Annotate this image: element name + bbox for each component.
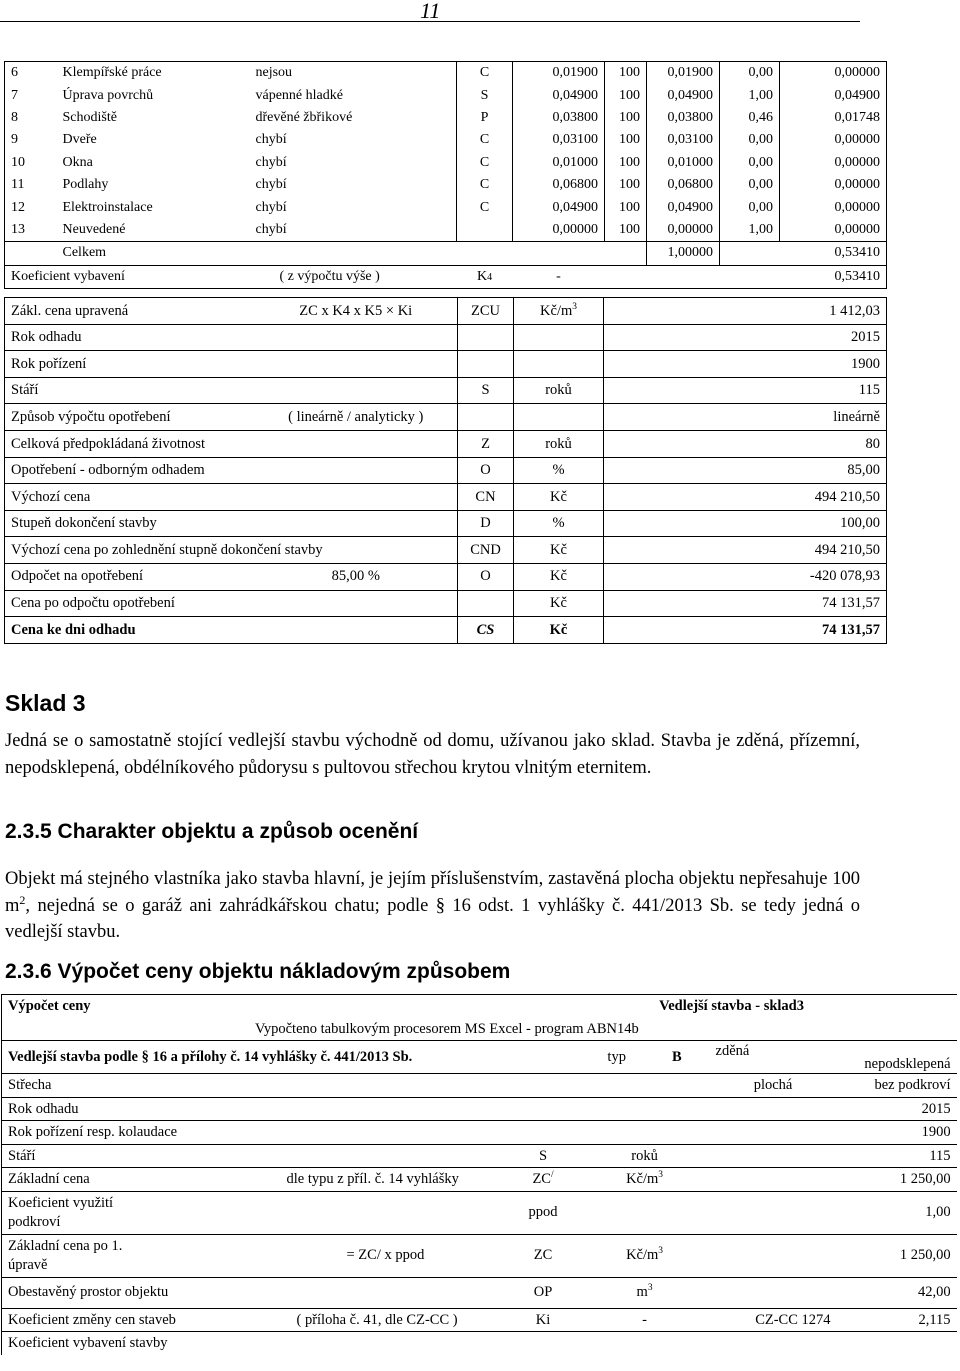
table-cell: 0,00 xyxy=(720,174,780,196)
coef-symbol: K4 xyxy=(457,265,513,288)
table-cell: Kč xyxy=(514,537,604,564)
equipment-table xyxy=(4,61,887,289)
table-cell: % xyxy=(514,457,604,484)
table-row xyxy=(5,196,887,218)
t3-price-change-cc: CZ-CC 1274 xyxy=(710,1308,837,1332)
t3-type-label: Vedlejší stavba podle § 16 a přílohy č. 14 vyhlášky č. 441/2013 Sb. xyxy=(2,1041,580,1074)
table-cell: Opotřebení - odborným odhadem xyxy=(5,457,255,484)
header-rule xyxy=(0,21,860,22)
table-cell: Neuvedené xyxy=(62,221,126,237)
table-cell: Způsob výpočtu opotřebení xyxy=(5,404,255,431)
table-cell: vápenné hladké xyxy=(255,87,343,103)
t3-acquired-year-label: Rok pořízení resp. kolaudace xyxy=(2,1121,837,1145)
t3-price-change-label: Koeficient změny cen staveb xyxy=(2,1308,287,1332)
t3-age-row xyxy=(2,1144,957,1168)
table-cell: 0,00000 xyxy=(780,152,887,174)
total-row xyxy=(5,242,887,265)
t3-adjusted-price: 1 250,00 xyxy=(837,1234,957,1277)
table-row xyxy=(5,457,887,484)
t3-title-row xyxy=(2,995,957,1018)
table-cell: 100 xyxy=(605,129,647,151)
table-cell xyxy=(514,324,604,351)
table-cell: Kč xyxy=(514,484,604,511)
table-cell: 85,00 % xyxy=(255,563,458,590)
table-cell: 1,00 xyxy=(720,219,780,242)
t3-material: zděná xyxy=(710,1041,837,1074)
t3-price-change-sym: Ki xyxy=(507,1308,580,1332)
t3-volume-row xyxy=(2,1277,957,1308)
table-cell: 8 xyxy=(5,107,57,129)
t3-base-price-unit: $Kč/m^3$ xyxy=(580,1168,710,1192)
t3-price-change-row xyxy=(2,1308,957,1332)
table-cell xyxy=(458,404,514,431)
table-cell: 100 xyxy=(605,62,647,85)
table-cell: 13 xyxy=(5,219,57,242)
table-row xyxy=(5,510,887,537)
table-row xyxy=(5,484,887,511)
table-cell: roků xyxy=(514,430,604,457)
table-cell: ZCU xyxy=(458,298,514,325)
table-cell: chybí xyxy=(255,221,287,237)
total-value: 0,53410 xyxy=(780,242,887,265)
table-cell: 0,03800 xyxy=(513,107,605,129)
table-cell: 0,04900 xyxy=(647,196,720,218)
table-cell: Cena ke dni odhadu xyxy=(5,617,255,644)
table-cell: 0,04900 xyxy=(513,84,605,106)
t3-age-sym: S xyxy=(507,1144,580,1168)
table-cell xyxy=(255,457,458,484)
table-row xyxy=(5,563,887,590)
table-cell: O xyxy=(458,457,514,484)
table-cell: 0,00000 xyxy=(513,219,605,242)
table-cell: CS xyxy=(458,617,514,644)
table-cell: 0,00000 xyxy=(780,129,887,151)
table-cell: 494 210,50 xyxy=(604,537,887,564)
t3-price-change-note: ( příloha č. 41, dle CZ-CC ) xyxy=(287,1308,507,1332)
table-cell: Klempířské práce xyxy=(57,62,254,85)
table-cell xyxy=(255,324,458,351)
table-cell: Odpočet na opotřebení xyxy=(5,563,255,590)
table-row xyxy=(5,84,887,106)
table-cell xyxy=(255,617,458,644)
table-cell: 0,00000 xyxy=(780,196,887,218)
table-cell: 0,00 xyxy=(720,129,780,151)
table-cell xyxy=(514,404,604,431)
t3-valuation-year-row xyxy=(2,1097,957,1121)
table-row xyxy=(5,430,887,457)
table-cell: Kč xyxy=(514,563,604,590)
table-cell: S xyxy=(457,84,513,106)
sklad-heading: Sklad 3 xyxy=(5,690,86,716)
table-cell: 0,00 xyxy=(720,196,780,218)
t3-subtitle: Vypočteno tabulkovým procesorem MS Excel - program ABN14b xyxy=(2,1018,957,1041)
table-cell xyxy=(255,590,458,617)
table-row xyxy=(5,590,887,617)
table-cell: 0,00000 xyxy=(780,219,887,242)
table-row xyxy=(5,617,887,644)
table-cell: 100 xyxy=(605,174,647,196)
page-number: 11 xyxy=(420,0,441,23)
t3-volume-label: Obestavěný prostor objektu xyxy=(2,1277,507,1308)
table-cell: 0,46 xyxy=(720,107,780,129)
table-cell: O xyxy=(458,563,514,590)
table-row xyxy=(5,298,887,325)
table-cell: 0,00 xyxy=(720,62,780,85)
table-cell: 1 412,03 xyxy=(604,298,887,325)
table-cell: 0,03100 xyxy=(513,129,605,151)
table-cell: 12 xyxy=(5,196,57,218)
table-row xyxy=(5,152,887,174)
table-cell: P xyxy=(457,107,513,129)
total-sum: 1,00000 xyxy=(647,242,720,265)
table-cell xyxy=(255,484,458,511)
table-cell xyxy=(255,377,458,404)
table-cell: chybí xyxy=(255,132,287,148)
coef-dash: - xyxy=(513,265,605,288)
table-cell: 494 210,50 xyxy=(604,484,887,511)
table-row xyxy=(5,107,887,129)
t3-acquired-year-row xyxy=(2,1121,957,1145)
table-row xyxy=(5,129,887,151)
table-cell: 0,00000 xyxy=(780,62,887,85)
t3-acquired-year: 1900 xyxy=(837,1121,957,1145)
coef-note: ( z výpočtu výše ) xyxy=(254,265,457,288)
t3-price-change: 2,115 xyxy=(837,1308,957,1332)
t3-typ: typ B xyxy=(580,1041,710,1074)
table-cell: 80 xyxy=(604,430,887,457)
t3-type-row xyxy=(2,1041,957,1074)
table-cell xyxy=(255,510,458,537)
table-cell: Podlahy xyxy=(62,177,109,193)
t3-valuation-year: 2015 xyxy=(837,1097,957,1121)
t3-attic-coef-sym: ppod xyxy=(507,1191,580,1234)
coef-value: 0,53410 xyxy=(780,265,887,288)
table-cell: 0,04900 xyxy=(780,84,887,106)
coef-label: Koeficient vybavení xyxy=(5,265,254,288)
table-cell: chybí xyxy=(255,199,287,215)
table-cell: 85,00 xyxy=(604,457,887,484)
t3-adjusted-price-sym: ZC xyxy=(507,1234,580,1277)
table-cell: Schodiště xyxy=(62,109,117,125)
table-cell: Rok pořízení xyxy=(5,351,255,378)
table-cell xyxy=(458,351,514,378)
table-cell: 0,03800 xyxy=(647,107,720,129)
t3-age: 115 xyxy=(837,1144,957,1168)
table-cell: ( lineárně / analyticky ) xyxy=(255,404,458,431)
table-cell: 100 xyxy=(605,152,647,174)
table-cell: Cena po odpočtu opotřebení xyxy=(5,590,255,617)
table-row xyxy=(5,219,887,242)
table-row xyxy=(5,404,887,431)
table-cell: Z xyxy=(458,430,514,457)
t3-base-price: 1 250,00 xyxy=(837,1168,957,1192)
table-cell: nejsou xyxy=(254,62,457,85)
t3-base-price-sym: ZC/ xyxy=(507,1168,580,1192)
table-cell xyxy=(255,351,458,378)
table-cell: $Kč/m^3$ xyxy=(514,298,604,325)
table-cell: 0,06800 xyxy=(647,174,720,196)
table-cell: Celková předpokládaná životnost xyxy=(5,430,255,457)
table-cell: 0,01748 xyxy=(780,107,887,129)
table-cell: 0,06800 xyxy=(513,174,605,196)
t3-attic-coef: 1,00 xyxy=(837,1191,957,1234)
table-cell: chybí xyxy=(255,177,287,193)
table-cell: 6 xyxy=(5,62,57,85)
table-cell: 100 xyxy=(605,107,647,129)
table-cell: 74 131,57 xyxy=(604,590,887,617)
t3-subtitle-row xyxy=(2,1018,957,1041)
t3-valuation-year-label: Rok odhadu xyxy=(2,1097,837,1121)
table-cell: 0,01000 xyxy=(513,152,605,174)
t3-roof-value: plochá xyxy=(710,1074,837,1098)
valuation-table xyxy=(4,297,887,644)
table-cell: 1900 xyxy=(604,351,887,378)
t3-adjusted-price-formula: = ZC/ x ppod xyxy=(287,1234,507,1277)
total-label: Celkem xyxy=(57,242,254,265)
table-row xyxy=(5,351,887,378)
table-cell: Výchozí cena xyxy=(5,484,255,511)
t3-attic-coef-label: Koeficient využití podkroví xyxy=(2,1191,507,1234)
table-cell: -420 078,93 xyxy=(604,563,887,590)
t3-attic: bez podkroví xyxy=(837,1074,957,1098)
table-cell xyxy=(458,324,514,351)
table-cell: 0,01900 xyxy=(647,62,720,85)
table-cell: roků xyxy=(514,377,604,404)
t3-title-left: Výpočet ceny xyxy=(2,995,507,1018)
table-cell: 11 xyxy=(5,174,57,196)
t3-title-right: Vedlejší stavba - sklad3 xyxy=(507,995,957,1018)
table-cell: 74 131,57 xyxy=(604,617,887,644)
t3-volume-unit: $m^3$ xyxy=(580,1277,710,1308)
table-cell: Stupeň dokončení stavby xyxy=(5,510,255,537)
table-cell: 100,00 xyxy=(604,510,887,537)
cost-calculation-table xyxy=(1,994,957,1355)
table-cell: dřevěné žbřikové xyxy=(255,109,353,125)
t3-volume-sym: OP xyxy=(507,1277,580,1308)
section-235-heading: 2.3.5 Charakter objektu a způsob ocenění xyxy=(5,820,419,843)
table-cell: 100 xyxy=(605,219,647,242)
table-cell: 0,00 xyxy=(720,152,780,174)
table-cell: 0,01000 xyxy=(647,152,720,174)
table-row xyxy=(5,62,887,85)
table-cell: CN xyxy=(458,484,514,511)
table-cell: 0,04900 xyxy=(647,84,720,106)
t3-age-unit: roků xyxy=(580,1144,710,1168)
table-cell: Kč xyxy=(514,590,604,617)
table-cell: 115 xyxy=(604,377,887,404)
section-235-text: Objekt má stejného vlastníka jako stavba hlavní, je jejím příslušenstvím, zastavěná plocha objektu nepřesahuje 100 $m^2$, nejedná se o garáž ani zahrádkářskou chatu; podle § 16 odst. 1 vyhlášky č. 441/2013 Sb. se tedy jedná o vedlejší stavbu. xyxy=(5,869,860,942)
t3-adjusted-price-row xyxy=(2,1234,957,1277)
t3-adjusted-price-unit: $Kč/m^3$ xyxy=(580,1234,710,1277)
table-cell: Kč xyxy=(514,617,604,644)
t3-equipment-row xyxy=(2,1332,957,1355)
table-cell: S xyxy=(458,377,514,404)
table-cell: % xyxy=(514,510,604,537)
table-cell: Výchozí cena po zohlednění stupně dokončení stavby xyxy=(5,537,255,564)
table-cell: 10 xyxy=(5,152,57,174)
table-row xyxy=(5,324,887,351)
table-cell: 2015 xyxy=(604,324,887,351)
table-cell: 0,00000 xyxy=(647,219,720,242)
table-row xyxy=(5,174,887,196)
table-cell xyxy=(514,351,604,378)
table-cell: C xyxy=(457,129,513,151)
t3-basement: nepodsklepená xyxy=(837,1041,957,1074)
t3-base-price-label: Základní cena xyxy=(2,1168,287,1192)
table-cell: Elektroinstalace xyxy=(62,199,153,215)
table-cell: 100 xyxy=(605,84,647,106)
table-cell: C xyxy=(457,152,513,174)
table-cell xyxy=(255,430,458,457)
sklad-description: Jedná se o samostatně stojící vedlejší stavbu východně od domu, užívanou jako sklad. Stavba je zděná, přízemní, nepodsklepená, obdélníkového půdorysu s pultovou střechou krytou vlnitým eternitem. xyxy=(5,731,860,778)
t3-adjusted-price-label: Základní cena po 1. úpravě xyxy=(2,1234,142,1277)
table-cell: Rok odhadu xyxy=(5,324,255,351)
t3-base-price-row xyxy=(2,1168,957,1192)
table-cell: Zákl. cena upravená xyxy=(5,298,255,325)
table-cell: C xyxy=(457,62,513,85)
table-cell xyxy=(458,590,514,617)
table-cell: Úprava povrchů xyxy=(62,87,154,103)
table-row xyxy=(5,377,887,404)
table-cell: CND xyxy=(458,537,514,564)
table-cell: 0,00000 xyxy=(780,174,887,196)
table-cell: 0,03100 xyxy=(647,129,720,151)
t3-price-change-dash: - xyxy=(580,1308,710,1332)
table-cell: Dveře xyxy=(62,132,97,148)
t3-equipment-label: Koeficient vybavení stavby xyxy=(2,1332,957,1355)
table-cell: D xyxy=(458,510,514,537)
t3-attic-coef-row xyxy=(2,1191,957,1234)
table-cell: 0,01900 xyxy=(513,62,605,85)
table-cell: C xyxy=(457,196,513,218)
table-row xyxy=(5,537,887,564)
table-cell: 1,00 xyxy=(720,84,780,106)
table-cell xyxy=(457,219,513,242)
t3-roof-label: Střecha xyxy=(2,1074,580,1098)
t3-roof-row xyxy=(2,1074,957,1098)
coef-row xyxy=(5,265,887,288)
table-cell: C xyxy=(457,174,513,196)
table-cell: 0,04900 xyxy=(513,196,605,218)
table-cell: 9 xyxy=(5,129,57,151)
t3-volume: 42,00 xyxy=(837,1277,957,1308)
table-cell: 100 xyxy=(605,196,647,218)
table-cell: Okna xyxy=(62,154,93,170)
t3-base-price-note: dle typu z příl. č. 14 vyhlášky xyxy=(287,1168,507,1192)
section-236-heading: 2.3.6 Výpočet ceny objektu nákladovým způsobem xyxy=(5,960,511,983)
table-cell: 7 xyxy=(5,84,57,106)
table-cell: ZC x K4 x K5 × Ki xyxy=(255,298,458,325)
table-cell: lineárně xyxy=(604,404,887,431)
table-cell: Stáří xyxy=(5,377,255,404)
table-cell: chybí xyxy=(255,154,287,170)
t3-age-label: Stáří xyxy=(2,1144,507,1168)
